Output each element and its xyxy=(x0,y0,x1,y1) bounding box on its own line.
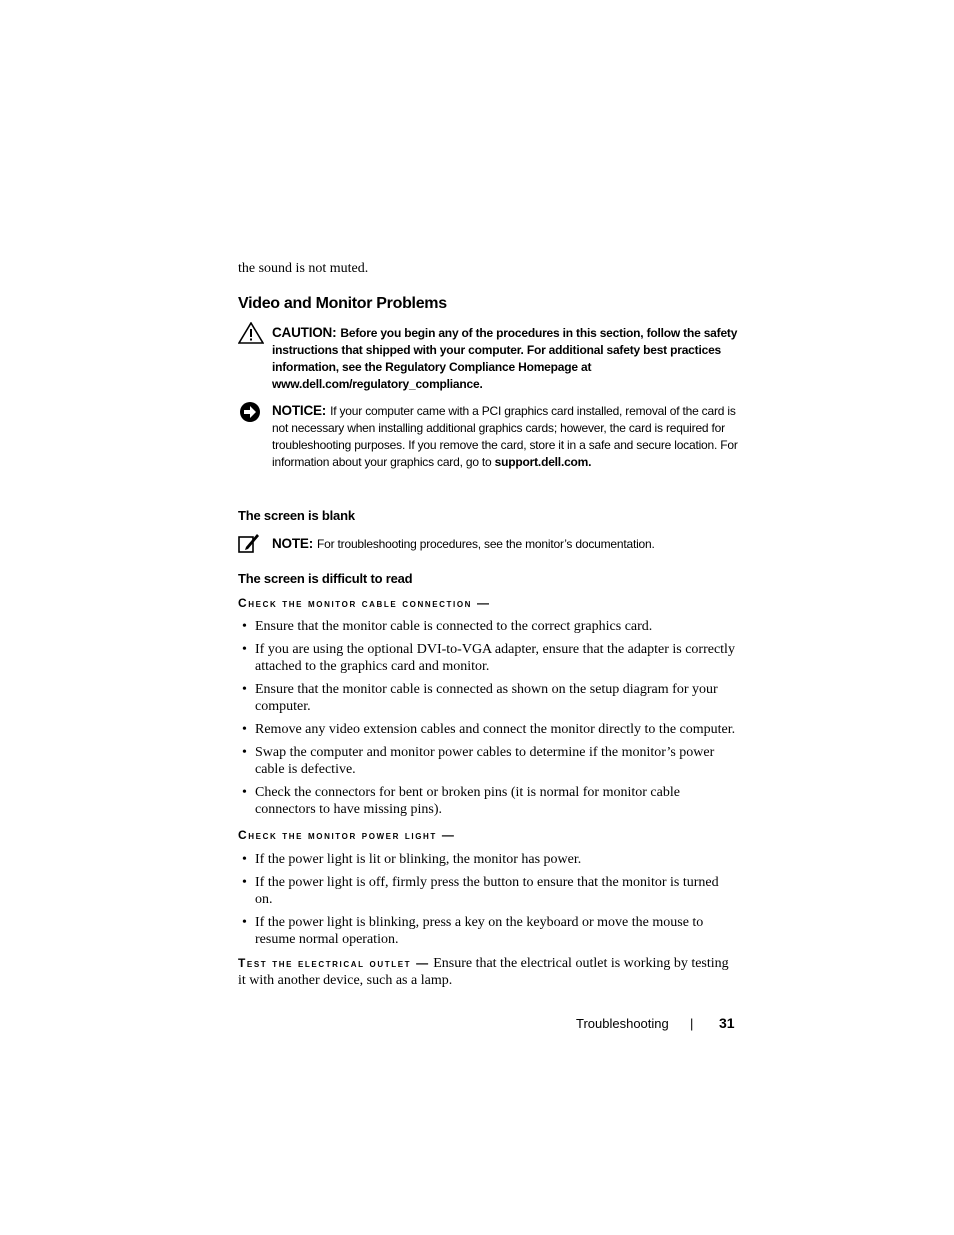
caution-icon xyxy=(238,322,264,344)
section-title: Video and Monitor Problems xyxy=(238,295,447,312)
difficult-heading: The screen is difficult to read xyxy=(238,571,413,586)
caution-label: CAUTION: xyxy=(272,325,337,340)
outlet-paragraph xyxy=(238,955,738,989)
outlet-heading: Test the electrical outlet — xyxy=(238,956,430,970)
footer-section: Troubleshooting xyxy=(576,1016,669,1031)
power-heading: Check the monitor power light — xyxy=(238,828,456,842)
caution-note xyxy=(272,324,738,393)
list-item: • If the power light is blinking, press a key on the keyboard or move the mouse to resume normal operation. xyxy=(238,914,738,948)
outlet-text: Ensure that the electrical outlet is working by testing it with another device, such as a lamp. xyxy=(238,956,729,988)
list-item: • Remove any video extension cables and connect the monitor directly to the computer. xyxy=(238,721,738,738)
notice-icon xyxy=(238,401,262,423)
list-item: • If the power light is lit or blinking, the monitor has power. xyxy=(238,851,738,868)
footer-separator: | xyxy=(690,1016,694,1031)
list-item: • Ensure that the monitor cable is connected as shown on the setup diagram for your computer. xyxy=(238,681,738,715)
notice-note xyxy=(272,402,738,471)
intro-text: the sound is not muted. xyxy=(238,261,369,276)
blank-heading: The screen is blank xyxy=(238,508,355,523)
notice-label: NOTICE: xyxy=(272,403,327,418)
power-list xyxy=(238,851,738,948)
notice-text: If your computer came with a PCI graphics card installed, removal of the card is not necessary when installing additional graphics cards; however, the card is required for troubleshooting purposes. If you remove the card, store it in a safe and secure location. For information about your graphics card, go to xyxy=(272,404,738,469)
cable-heading: Check the monitor cable connection — xyxy=(238,596,491,610)
blank-note xyxy=(272,535,738,553)
support-link[interactable]: support.dell.com. xyxy=(494,455,592,469)
caution-text: Before you begin any of the procedures in this section, follow the safety instructions that shipped with your computer. For additional safety best practices information, see the Regulatory Compliance Homepage at www.dell.com/regulatory_compliance. xyxy=(272,326,738,391)
list-item: • Check the connectors for bent or broken pins (it is normal for monitor cable connectors to have missing pins). xyxy=(238,784,738,818)
cable-list xyxy=(238,618,738,818)
note-label: NOTE: xyxy=(272,536,313,551)
list-item: • Ensure that the monitor cable is connected to the correct graphics card. xyxy=(238,618,738,635)
list-item: • If the power light is off, firmly press the button to ensure that the monitor is turned on. xyxy=(238,874,738,908)
note-icon xyxy=(238,532,260,554)
list-item: • Swap the computer and monitor power cables to determine if the monitor’s power cable is defective. xyxy=(238,744,738,778)
page-number: 31 xyxy=(719,1015,735,1031)
note-text: For troubleshooting procedures, see the monitor’s documentation. xyxy=(317,537,655,551)
list-item: • If you are using the optional DVI-to-VGA adapter, ensure that the adapter is correctly attached to the graphics card and monitor. xyxy=(238,641,738,675)
